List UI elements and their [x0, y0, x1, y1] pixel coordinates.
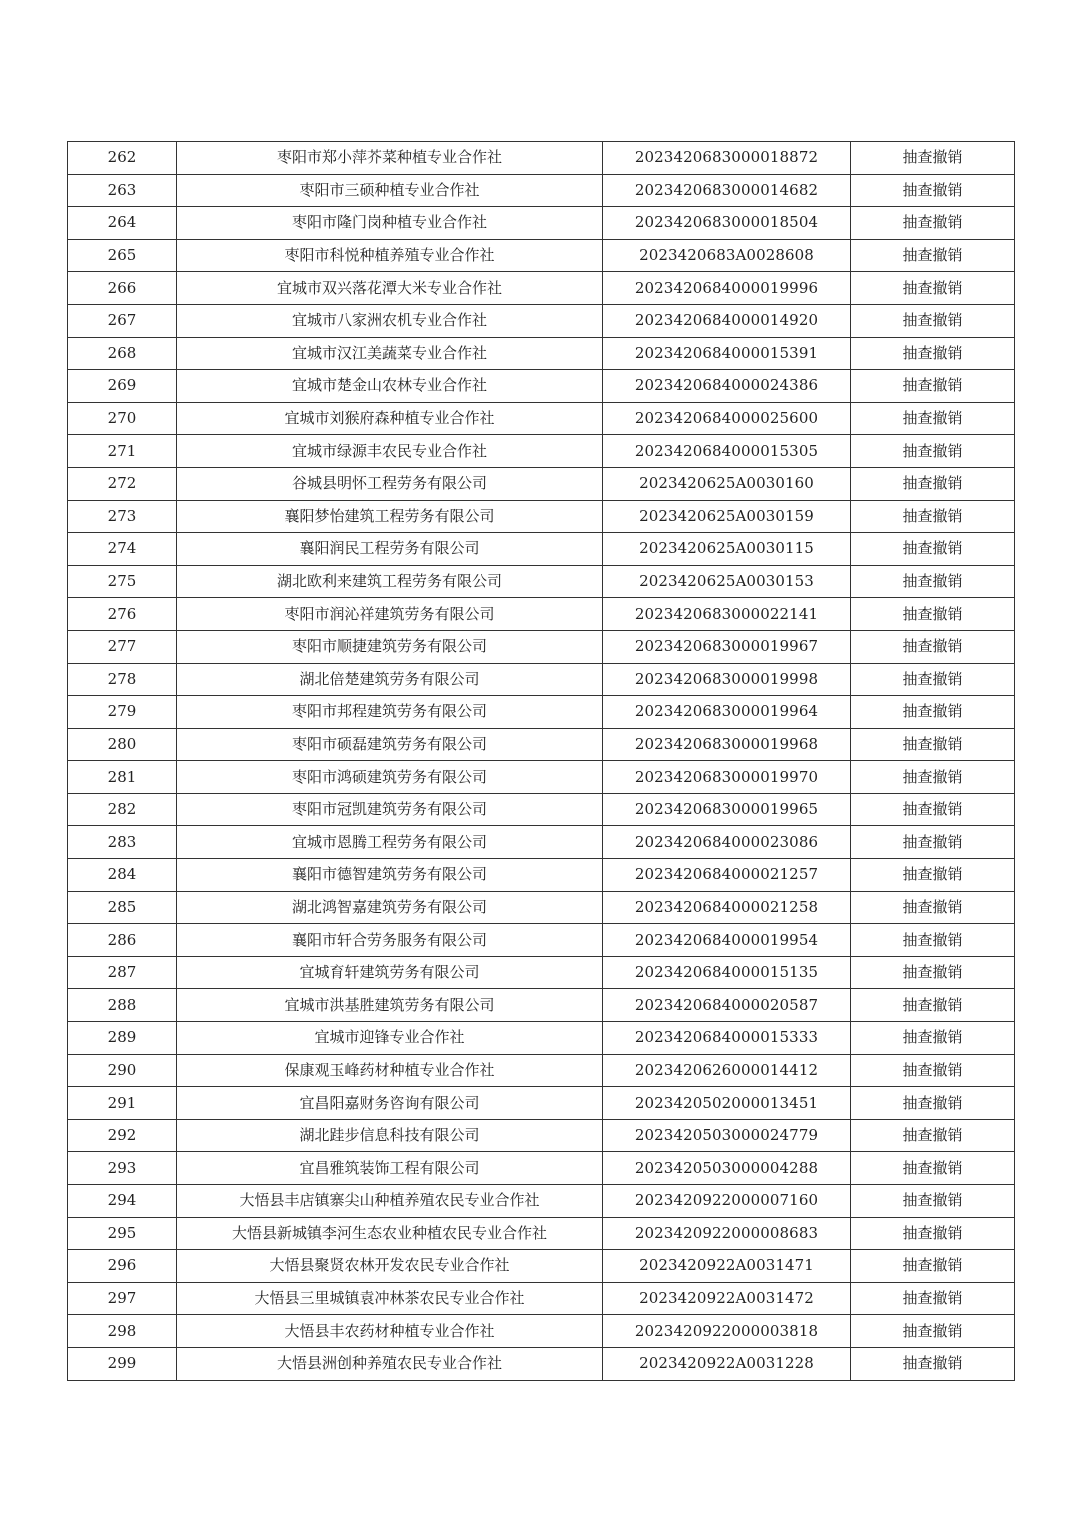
table-row [68, 793, 1015, 826]
table-row [68, 207, 1015, 240]
status-cell: 抽查撤销 [851, 1119, 1015, 1152]
registration-code-cell: 2023420684000021258 [603, 891, 851, 924]
registration-code-cell: 2023420503000004288 [603, 1152, 851, 1185]
entity-name-cell: 宜城市迎锋专业合作社 [177, 1022, 603, 1055]
row-index-cell: 262 [68, 142, 177, 175]
status-cell: 抽查撤销 [851, 728, 1015, 761]
entity-name-cell: 宜城育轩建筑劳务有限公司 [177, 956, 603, 989]
registration-code-cell: 2023420683000014682 [603, 174, 851, 207]
entity-name-cell: 宜城市恩腾工程劳务有限公司 [177, 826, 603, 859]
status-cell: 抽查撤销 [851, 1185, 1015, 1218]
status-cell: 抽查撤销 [851, 370, 1015, 403]
entity-name-cell: 襄阳市德智建筑劳务有限公司 [177, 859, 603, 892]
table-row [68, 1054, 1015, 1087]
table-row [68, 826, 1015, 859]
table-row [68, 1282, 1015, 1315]
entity-name-cell: 宜城市双兴落花潭大米专业合作社 [177, 272, 603, 305]
table-row [68, 1217, 1015, 1250]
entity-name-cell: 枣阳市冠凯建筑劳务有限公司 [177, 793, 603, 826]
registration-code-cell: 2023420684000015135 [603, 956, 851, 989]
entity-name-cell: 宜城市刘猴府森种植专业合作社 [177, 402, 603, 435]
registration-code-cell: 2023420684000019954 [603, 924, 851, 957]
registration-code-cell: 2023420684000015305 [603, 435, 851, 468]
row-index-cell: 296 [68, 1250, 177, 1283]
registration-code-cell: 2023420684000014920 [603, 304, 851, 337]
status-cell: 抽查撤销 [851, 989, 1015, 1022]
registration-code-cell: 2023420683000018504 [603, 207, 851, 240]
table-row [68, 891, 1015, 924]
table-row [68, 174, 1015, 207]
table-row [68, 402, 1015, 435]
status-cell: 抽查撤销 [851, 402, 1015, 435]
row-index-cell: 265 [68, 239, 177, 272]
status-cell: 抽查撤销 [851, 500, 1015, 533]
status-cell: 抽查撤销 [851, 142, 1015, 175]
table-row [68, 467, 1015, 500]
status-cell: 抽查撤销 [851, 533, 1015, 566]
row-index-cell: 284 [68, 859, 177, 892]
row-index-cell: 275 [68, 565, 177, 598]
entity-name-cell: 枣阳市三硕种植专业合作社 [177, 174, 603, 207]
entity-name-cell: 湖北鸿智嘉建筑劳务有限公司 [177, 891, 603, 924]
table-row [68, 728, 1015, 761]
row-index-cell: 271 [68, 435, 177, 468]
registration-code-cell: 2023420684000021257 [603, 859, 851, 892]
entity-name-cell: 大悟县丰农药材种植专业合作社 [177, 1315, 603, 1348]
table-row [68, 370, 1015, 403]
entity-name-cell: 宜城市汉江美蔬菜专业合作社 [177, 337, 603, 370]
table-row [68, 239, 1015, 272]
registration-code-cell: 2023420625A0030160 [603, 467, 851, 500]
entity-name-cell: 大悟县洲创种养殖农民专业合作社 [177, 1347, 603, 1380]
table-body [68, 142, 1015, 1381]
table-row [68, 304, 1015, 337]
table-row [68, 272, 1015, 305]
status-cell: 抽查撤销 [851, 924, 1015, 957]
status-cell: 抽查撤销 [851, 1250, 1015, 1283]
status-cell: 抽查撤销 [851, 859, 1015, 892]
entity-name-cell: 大悟县聚贤农林开发农民专业合作社 [177, 1250, 603, 1283]
table-row [68, 1087, 1015, 1120]
registration-code-cell: 2023420684000015391 [603, 337, 851, 370]
registration-code-cell: 2023420684000020587 [603, 989, 851, 1022]
status-cell: 抽查撤销 [851, 435, 1015, 468]
table-row [68, 924, 1015, 957]
entity-name-cell: 谷城县明怀工程劳务有限公司 [177, 467, 603, 500]
entity-name-cell: 宜昌雅筑装饰工程有限公司 [177, 1152, 603, 1185]
row-index-cell: 267 [68, 304, 177, 337]
table-row [68, 989, 1015, 1022]
table-row [68, 1119, 1015, 1152]
row-index-cell: 291 [68, 1087, 177, 1120]
table-row [68, 1185, 1015, 1218]
table-row [68, 663, 1015, 696]
status-cell: 抽查撤销 [851, 1054, 1015, 1087]
registration-code-cell: 2023420625A0030115 [603, 533, 851, 566]
status-cell: 抽查撤销 [851, 1217, 1015, 1250]
entity-name-cell: 宜城市绿源丰农民专业合作社 [177, 435, 603, 468]
status-cell: 抽查撤销 [851, 1315, 1015, 1348]
registration-code-cell: 2023420684000019996 [603, 272, 851, 305]
table-row [68, 956, 1015, 989]
row-index-cell: 264 [68, 207, 177, 240]
registration-code-cell: 2023420625A0030153 [603, 565, 851, 598]
table-row [68, 435, 1015, 468]
table-row [68, 859, 1015, 892]
row-index-cell: 274 [68, 533, 177, 566]
entity-name-cell: 湖北跬步信息科技有限公司 [177, 1119, 603, 1152]
status-cell: 抽查撤销 [851, 1282, 1015, 1315]
row-index-cell: 277 [68, 630, 177, 663]
registration-code-cell: 2023420683000019970 [603, 761, 851, 794]
registration-code-cell: 2023420683000019967 [603, 630, 851, 663]
row-index-cell: 290 [68, 1054, 177, 1087]
registration-code-cell: 2023420502000013451 [603, 1087, 851, 1120]
table-row [68, 500, 1015, 533]
row-index-cell: 288 [68, 989, 177, 1022]
status-cell: 抽查撤销 [851, 891, 1015, 924]
status-cell: 抽查撤销 [851, 1022, 1015, 1055]
status-cell: 抽查撤销 [851, 337, 1015, 370]
status-cell: 抽查撤销 [851, 174, 1015, 207]
entity-name-cell: 大悟县新城镇李河生态农业种植农民专业合作社 [177, 1217, 603, 1250]
table-row [68, 598, 1015, 631]
row-index-cell: 292 [68, 1119, 177, 1152]
table-row [68, 761, 1015, 794]
entity-name-cell: 枣阳市鸿硕建筑劳务有限公司 [177, 761, 603, 794]
registration-code-cell: 2023420684000024386 [603, 370, 851, 403]
row-index-cell: 294 [68, 1185, 177, 1218]
revocation-table [67, 141, 1015, 1381]
entity-name-cell: 襄阳润民工程劳务有限公司 [177, 533, 603, 566]
status-cell: 抽查撤销 [851, 1347, 1015, 1380]
row-index-cell: 299 [68, 1347, 177, 1380]
entity-name-cell: 宜城市洪基胜建筑劳务有限公司 [177, 989, 603, 1022]
status-cell: 抽查撤销 [851, 598, 1015, 631]
status-cell: 抽查撤销 [851, 663, 1015, 696]
registration-code-cell: 2023420683000019965 [603, 793, 851, 826]
table-row [68, 1315, 1015, 1348]
registration-code-cell: 2023420625A0030159 [603, 500, 851, 533]
entity-name-cell: 枣阳市润沁祥建筑劳务有限公司 [177, 598, 603, 631]
entity-name-cell: 大悟县三里城镇袁冲林茶农民专业合作社 [177, 1282, 603, 1315]
row-index-cell: 272 [68, 467, 177, 500]
registration-code-cell: 2023420922000003818 [603, 1315, 851, 1348]
row-index-cell: 278 [68, 663, 177, 696]
row-index-cell: 268 [68, 337, 177, 370]
row-index-cell: 285 [68, 891, 177, 924]
registration-code-cell: 2023420684000023086 [603, 826, 851, 859]
registration-code-cell: 2023420503000024779 [603, 1119, 851, 1152]
entity-name-cell: 大悟县丰店镇寨尖山种植养殖农民专业合作社 [177, 1185, 603, 1218]
entity-name-cell: 枣阳市邦程建筑劳务有限公司 [177, 696, 603, 729]
entity-name-cell: 枣阳市郑小萍芥菜种植专业合作社 [177, 142, 603, 175]
row-index-cell: 276 [68, 598, 177, 631]
table-row [68, 1152, 1015, 1185]
row-index-cell: 298 [68, 1315, 177, 1348]
row-index-cell: 266 [68, 272, 177, 305]
entity-name-cell: 枣阳市硕磊建筑劳务有限公司 [177, 728, 603, 761]
entity-name-cell: 保康观玉峰药材种植专业合作社 [177, 1054, 603, 1087]
status-cell: 抽查撤销 [851, 696, 1015, 729]
row-index-cell: 293 [68, 1152, 177, 1185]
entity-name-cell: 宜昌阳嘉财务咨询有限公司 [177, 1087, 603, 1120]
row-index-cell: 287 [68, 956, 177, 989]
row-index-cell: 297 [68, 1282, 177, 1315]
registration-code-cell: 2023420922000007160 [603, 1185, 851, 1218]
status-cell: 抽查撤销 [851, 826, 1015, 859]
registration-code-cell: 2023420683000019998 [603, 663, 851, 696]
row-index-cell: 263 [68, 174, 177, 207]
table-row [68, 142, 1015, 175]
registration-code-cell: 2023420683000022141 [603, 598, 851, 631]
row-index-cell: 270 [68, 402, 177, 435]
status-cell: 抽查撤销 [851, 272, 1015, 305]
registration-code-cell: 2023420922A0031228 [603, 1347, 851, 1380]
status-cell: 抽查撤销 [851, 630, 1015, 663]
registration-code-cell: 2023420684000025600 [603, 402, 851, 435]
registration-code-cell: 2023420683000019964 [603, 696, 851, 729]
status-cell: 抽查撤销 [851, 207, 1015, 240]
row-index-cell: 289 [68, 1022, 177, 1055]
row-index-cell: 269 [68, 370, 177, 403]
status-cell: 抽查撤销 [851, 239, 1015, 272]
registration-code-cell: 2023420626000014412 [603, 1054, 851, 1087]
row-index-cell: 273 [68, 500, 177, 533]
status-cell: 抽查撤销 [851, 1152, 1015, 1185]
table-row [68, 630, 1015, 663]
table-row [68, 1250, 1015, 1283]
table-row [68, 337, 1015, 370]
entity-name-cell: 襄阳市轩合劳务服务有限公司 [177, 924, 603, 957]
row-index-cell: 283 [68, 826, 177, 859]
registration-code-cell: 2023420683A0028608 [603, 239, 851, 272]
status-cell: 抽查撤销 [851, 565, 1015, 598]
table-row [68, 1022, 1015, 1055]
entity-name-cell: 宜城市楚金山农林专业合作社 [177, 370, 603, 403]
registration-code-cell: 2023420922000008683 [603, 1217, 851, 1250]
row-index-cell: 281 [68, 761, 177, 794]
entity-name-cell: 湖北欧利来建筑工程劳务有限公司 [177, 565, 603, 598]
registration-code-cell: 2023420922A0031472 [603, 1282, 851, 1315]
table-row [68, 1347, 1015, 1380]
entity-name-cell: 宜城市八家洲农机专业合作社 [177, 304, 603, 337]
row-index-cell: 295 [68, 1217, 177, 1250]
entity-name-cell: 湖北倍楚建筑劳务有限公司 [177, 663, 603, 696]
row-index-cell: 280 [68, 728, 177, 761]
registration-code-cell: 2023420683000019968 [603, 728, 851, 761]
status-cell: 抽查撤销 [851, 1087, 1015, 1120]
row-index-cell: 282 [68, 793, 177, 826]
entity-name-cell: 枣阳市隆门岗种植专业合作社 [177, 207, 603, 240]
status-cell: 抽查撤销 [851, 304, 1015, 337]
table-row [68, 533, 1015, 566]
table-row [68, 696, 1015, 729]
registration-code-cell: 2023420684000015333 [603, 1022, 851, 1055]
registration-code-cell: 2023420683000018872 [603, 142, 851, 175]
registration-code-cell: 2023420922A0031471 [603, 1250, 851, 1283]
status-cell: 抽查撤销 [851, 956, 1015, 989]
row-index-cell: 279 [68, 696, 177, 729]
status-cell: 抽查撤销 [851, 467, 1015, 500]
table-row [68, 565, 1015, 598]
entity-name-cell: 枣阳市科悦种植养殖专业合作社 [177, 239, 603, 272]
row-index-cell: 286 [68, 924, 177, 957]
entity-name-cell: 枣阳市顺捷建筑劳务有限公司 [177, 630, 603, 663]
status-cell: 抽查撤销 [851, 761, 1015, 794]
entity-name-cell: 襄阳梦怡建筑工程劳务有限公司 [177, 500, 603, 533]
status-cell: 抽查撤销 [851, 793, 1015, 826]
